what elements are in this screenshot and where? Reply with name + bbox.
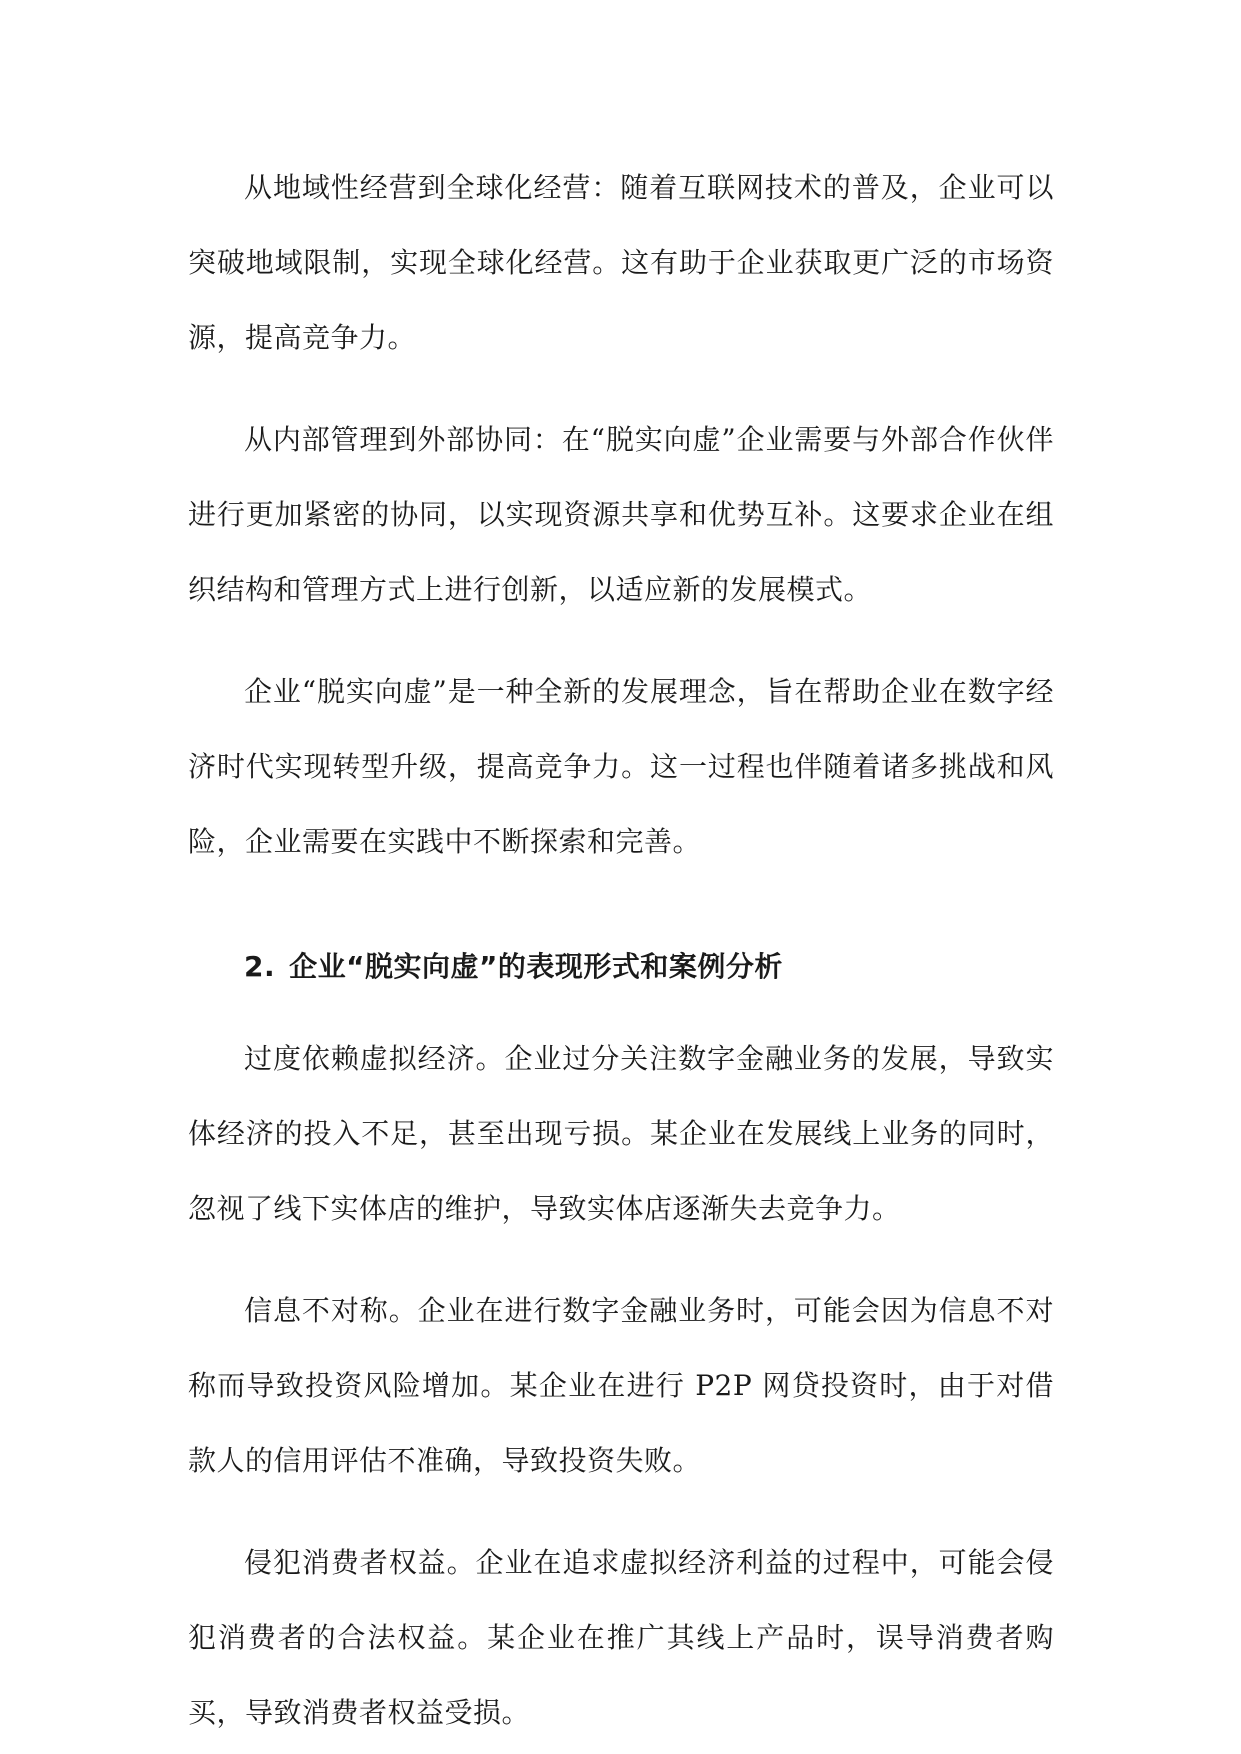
section-heading: [188, 937, 1054, 997]
paragraph-consumer-rights: 侵犯消费者权益。企业在追求虚拟经济利益的过程中，可能会侵犯消费者的合法权益。某企业在推广其线上产品时，误导消费者购买，导致消费者权益受损。: [188, 1546, 1054, 1729]
document-body: [188, 150, 1054, 1750]
section-number: 2.: [244, 950, 276, 983]
paragraph-new-concept: 企业“脱实向虚”是一种全新的发展理念，旨在帮助企业在数字经济时代实现转型升级，提高竞争力。这一过程也伴随着诸多挑战和风险，企业需要在实践中不断探索和完善。: [188, 675, 1054, 858]
paragraph-virtual-economy: 过度依赖虚拟经济。企业过分关注数字金融业务的发展，导致实体经济的投入不足，甚至出现亏损。某企业在发展线上业务的同时，忽视了线下实体店的维护，导致实体店逐渐失去竞争力。: [188, 1042, 1054, 1225]
paragraph-information-asymmetry: 信息不对称。企业在进行数字金融业务时，可能会因为信息不对称而导致投资风险增加。某企业在进行 P2P 网贷投资时，由于对借款人的信用评估不准确，导致投资失败。: [188, 1294, 1054, 1477]
paragraph-globalization: 从地域性经营到全球化经营：随着互联网技术的普及，企业可以突破地域限制，实现全球化经营。这有助于企业获取更广泛的市场资源，提高竞争力。: [188, 171, 1054, 354]
section-title: 企业“脱实向虚”的表现形式和案例分析: [289, 950, 783, 983]
paragraph-external-collaboration: 从内部管理到外部协同：在“脱实向虚”企业需要与外部合作伙伴进行更加紧密的协同，以实现资源共享和优势互补。这要求企业在组织结构和管理方式上进行创新，以适应新的发展模式。: [188, 423, 1054, 606]
